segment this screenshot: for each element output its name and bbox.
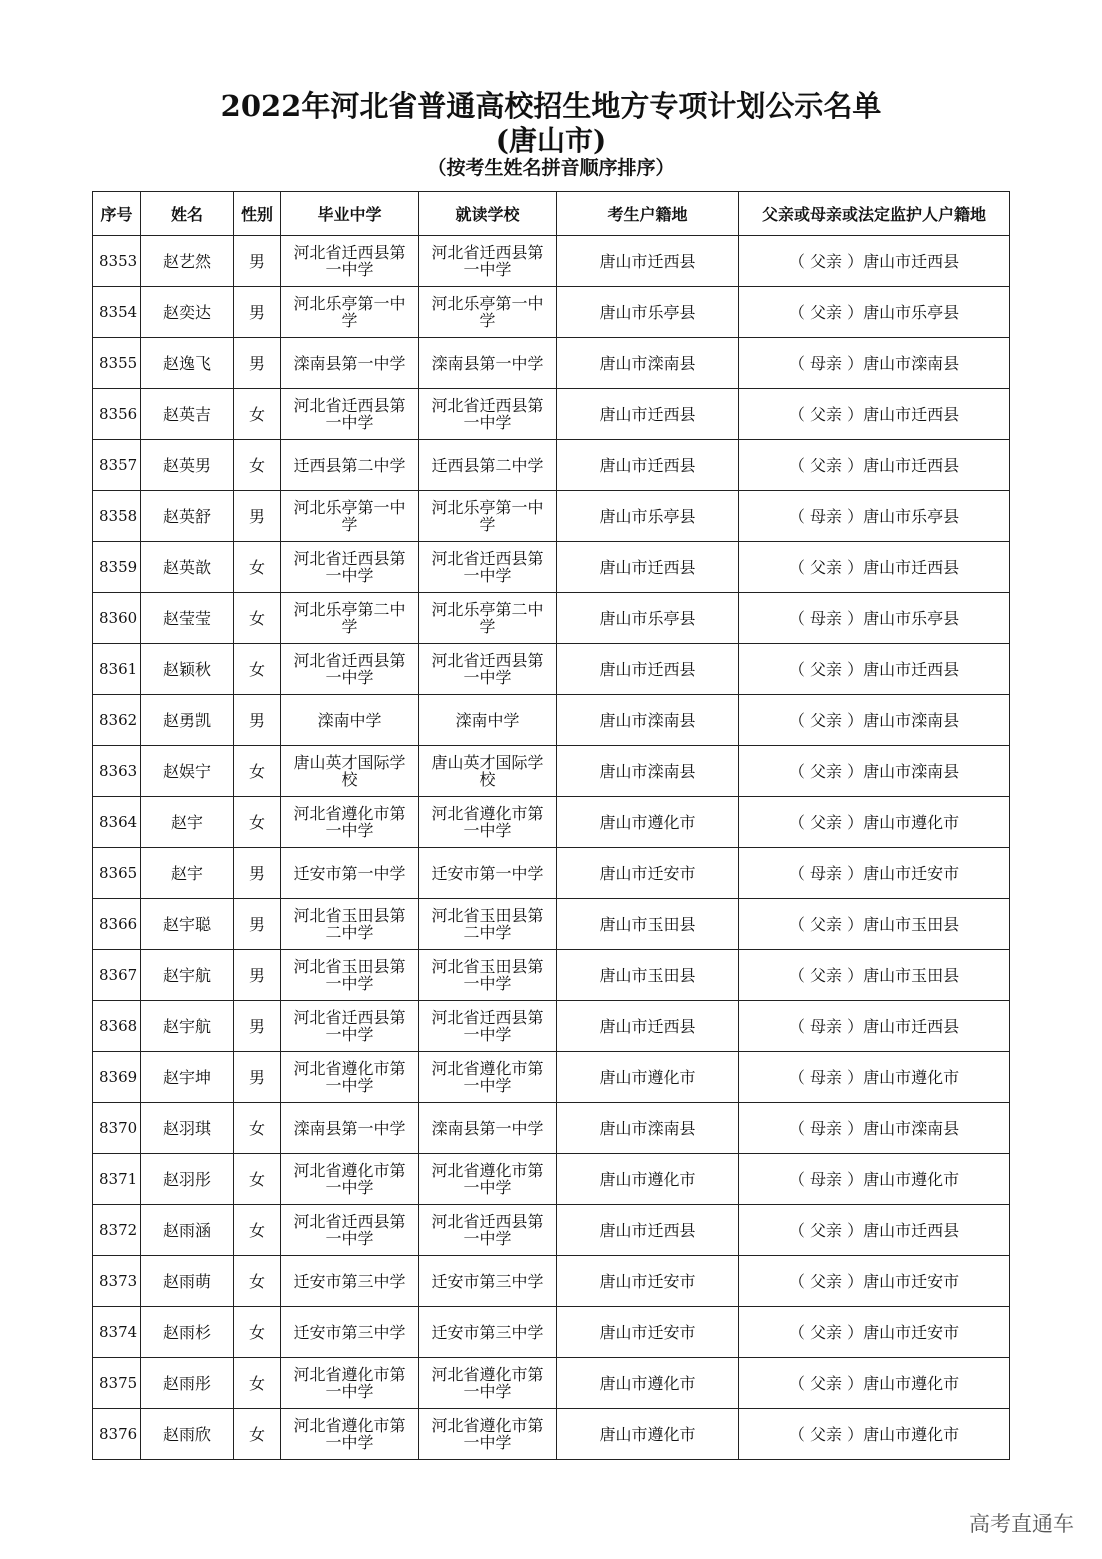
hukou-cell: 唐山市滦南县 bbox=[557, 746, 739, 797]
current-school-cell: 河北省迁西县第一中学 bbox=[419, 1001, 557, 1052]
table-row bbox=[93, 491, 1010, 542]
current-school-cell: 河北省迁西县第一中学 bbox=[419, 1205, 557, 1256]
gender-cell: 女 bbox=[234, 1205, 281, 1256]
name-cell: 赵勇凯 bbox=[141, 695, 234, 746]
hukou-cell: 唐山市迁安市 bbox=[557, 848, 739, 899]
table-row bbox=[93, 1205, 1010, 1256]
column-header-current-school: 就读学校 bbox=[419, 192, 557, 236]
guardian-hukou-cell: （ 父亲 ）唐山市迁西县 bbox=[739, 440, 1010, 491]
serial-cell: 8368 bbox=[93, 1001, 141, 1052]
hukou-cell: 唐山市迁西县 bbox=[557, 542, 739, 593]
serial-cell: 8371 bbox=[93, 1154, 141, 1205]
guardian-hukou-cell: （ 父亲 ）唐山市迁西县 bbox=[739, 389, 1010, 440]
gender-cell: 女 bbox=[234, 440, 281, 491]
gender-cell: 女 bbox=[234, 797, 281, 848]
name-cell: 赵雨杉 bbox=[141, 1307, 234, 1358]
name-cell: 赵雨彤 bbox=[141, 1358, 234, 1409]
serial-cell: 8354 bbox=[93, 287, 141, 338]
gender-cell: 男 bbox=[234, 491, 281, 542]
serial-cell: 8362 bbox=[93, 695, 141, 746]
graduated-school-cell: 河北省玉田县第一中学 bbox=[281, 950, 419, 1001]
current-school-cell: 河北乐亭第一中学 bbox=[419, 491, 557, 542]
document-subtitle: (唐山市) bbox=[495, 124, 607, 157]
hukou-cell: 唐山市乐亭县 bbox=[557, 287, 739, 338]
name-cell: 赵娱宁 bbox=[141, 746, 234, 797]
serial-cell: 8357 bbox=[93, 440, 141, 491]
gender-cell: 女 bbox=[234, 593, 281, 644]
graduated-school-cell: 河北省遵化市第一中学 bbox=[281, 797, 419, 848]
guardian-hukou-cell: （ 父亲 ）唐山市乐亭县 bbox=[739, 287, 1010, 338]
guardian-hukou-cell: （ 父亲 ）唐山市迁西县 bbox=[739, 236, 1010, 287]
column-header-serial: 序号 bbox=[93, 192, 141, 236]
watermark-text: 高考直通车 bbox=[969, 1512, 1074, 1536]
name-cell: 赵羽琪 bbox=[141, 1103, 234, 1154]
table-row bbox=[93, 797, 1010, 848]
current-school-cell: 河北乐亭第二中学 bbox=[419, 593, 557, 644]
guardian-hukou-cell: （ 父亲 ）唐山市迁西县 bbox=[739, 542, 1010, 593]
name-cell: 赵艺然 bbox=[141, 236, 234, 287]
gender-cell: 男 bbox=[234, 1001, 281, 1052]
hukou-cell: 唐山市滦南县 bbox=[557, 695, 739, 746]
serial-cell: 8370 bbox=[93, 1103, 141, 1154]
column-header-graduated-school: 毕业中学 bbox=[281, 192, 419, 236]
hukou-cell: 唐山市遵化市 bbox=[557, 1358, 739, 1409]
gender-cell: 男 bbox=[234, 338, 281, 389]
table-row bbox=[93, 338, 1010, 389]
guardian-hukou-cell: （ 母亲 ）唐山市滦南县 bbox=[739, 1103, 1010, 1154]
name-cell: 赵雨涵 bbox=[141, 1205, 234, 1256]
serial-cell: 8373 bbox=[93, 1256, 141, 1307]
table-header-row bbox=[93, 192, 1010, 236]
guardian-hukou-cell: （ 母亲 ）唐山市遵化市 bbox=[739, 1154, 1010, 1205]
hukou-cell: 唐山市遵化市 bbox=[557, 1052, 739, 1103]
name-cell: 赵宇 bbox=[141, 848, 234, 899]
current-school-cell: 迁安市第三中学 bbox=[419, 1307, 557, 1358]
serial-cell: 8365 bbox=[93, 848, 141, 899]
serial-cell: 8369 bbox=[93, 1052, 141, 1103]
hukou-cell: 唐山市滦南县 bbox=[557, 338, 739, 389]
guardian-hukou-cell: （ 父亲 ）唐山市玉田县 bbox=[739, 899, 1010, 950]
graduated-school-cell: 迁安市第三中学 bbox=[281, 1307, 419, 1358]
graduated-school-cell: 滦南中学 bbox=[281, 695, 419, 746]
table-row bbox=[93, 440, 1010, 491]
guardian-hukou-cell: （ 父亲 ）唐山市迁西县 bbox=[739, 1205, 1010, 1256]
graduated-school-cell: 唐山英才国际学校 bbox=[281, 746, 419, 797]
table-row bbox=[93, 1358, 1010, 1409]
current-school-cell: 河北省迁西县第一中学 bbox=[419, 236, 557, 287]
graduated-school-cell: 河北省迁西县第一中学 bbox=[281, 1205, 419, 1256]
graduated-school-cell: 河北乐亭第一中学 bbox=[281, 491, 419, 542]
table-row bbox=[93, 1001, 1010, 1052]
name-cell: 赵宇航 bbox=[141, 1001, 234, 1052]
table-row bbox=[93, 1052, 1010, 1103]
current-school-cell: 迁西县第二中学 bbox=[419, 440, 557, 491]
hukou-cell: 唐山市迁西县 bbox=[557, 1205, 739, 1256]
current-school-cell: 河北省遵化市第一中学 bbox=[419, 797, 557, 848]
name-cell: 赵莹莹 bbox=[141, 593, 234, 644]
graduated-school-cell: 河北省遵化市第一中学 bbox=[281, 1358, 419, 1409]
table-row bbox=[93, 1409, 1010, 1460]
guardian-hukou-cell: （ 母亲 ）唐山市乐亭县 bbox=[739, 491, 1010, 542]
current-school-cell: 迁安市第一中学 bbox=[419, 848, 557, 899]
serial-cell: 8353 bbox=[93, 236, 141, 287]
graduated-school-cell: 迁西县第二中学 bbox=[281, 440, 419, 491]
name-cell: 赵颖秋 bbox=[141, 644, 234, 695]
graduated-school-cell: 滦南县第一中学 bbox=[281, 338, 419, 389]
graduated-school-cell: 河北省迁西县第一中学 bbox=[281, 236, 419, 287]
gender-cell: 男 bbox=[234, 848, 281, 899]
hukou-cell: 唐山市迁西县 bbox=[557, 644, 739, 695]
admission-list-table bbox=[92, 191, 1010, 1460]
current-school-cell: 河北省迁西县第一中学 bbox=[419, 542, 557, 593]
table-row bbox=[93, 1256, 1010, 1307]
hukou-cell: 唐山市迁西县 bbox=[557, 1001, 739, 1052]
serial-cell: 8355 bbox=[93, 338, 141, 389]
hukou-cell: 唐山市滦南县 bbox=[557, 1103, 739, 1154]
graduated-school-cell: 迁安市第一中学 bbox=[281, 848, 419, 899]
serial-cell: 8361 bbox=[93, 644, 141, 695]
current-school-cell: 唐山英才国际学校 bbox=[419, 746, 557, 797]
table-row bbox=[93, 287, 1010, 338]
hukou-cell: 唐山市迁西县 bbox=[557, 236, 739, 287]
table-row bbox=[93, 1103, 1010, 1154]
graduated-school-cell: 迁安市第三中学 bbox=[281, 1256, 419, 1307]
name-cell: 赵羽彤 bbox=[141, 1154, 234, 1205]
current-school-cell: 迁安市第三中学 bbox=[419, 1256, 557, 1307]
hukou-cell: 唐山市迁安市 bbox=[557, 1256, 739, 1307]
table-row bbox=[93, 950, 1010, 1001]
gender-cell: 女 bbox=[234, 644, 281, 695]
table-row bbox=[93, 1154, 1010, 1205]
serial-cell: 8358 bbox=[93, 491, 141, 542]
guardian-hukou-cell: （ 父亲 ）唐山市迁安市 bbox=[739, 1256, 1010, 1307]
current-school-cell: 河北省迁西县第一中学 bbox=[419, 644, 557, 695]
name-cell: 赵宇坤 bbox=[141, 1052, 234, 1103]
gender-cell: 男 bbox=[234, 287, 281, 338]
current-school-cell: 河北省遵化市第一中学 bbox=[419, 1052, 557, 1103]
guardian-hukou-cell: （ 母亲 ）唐山市滦南县 bbox=[739, 338, 1010, 389]
guardian-hukou-cell: （ 父亲 ）唐山市迁西县 bbox=[739, 644, 1010, 695]
current-school-cell: 滦南中学 bbox=[419, 695, 557, 746]
serial-cell: 8375 bbox=[93, 1358, 141, 1409]
graduated-school-cell: 河北乐亭第二中学 bbox=[281, 593, 419, 644]
hukou-cell: 唐山市遵化市 bbox=[557, 1409, 739, 1460]
guardian-hukou-cell: （ 父亲 ）唐山市遵化市 bbox=[739, 797, 1010, 848]
gender-cell: 男 bbox=[234, 950, 281, 1001]
name-cell: 赵宇聪 bbox=[141, 899, 234, 950]
guardian-hukou-cell: （ 母亲 ）唐山市迁西县 bbox=[739, 1001, 1010, 1052]
gender-cell: 女 bbox=[234, 389, 281, 440]
serial-cell: 8372 bbox=[93, 1205, 141, 1256]
table-row bbox=[93, 644, 1010, 695]
guardian-hukou-cell: （ 母亲 ）唐山市迁安市 bbox=[739, 848, 1010, 899]
hukou-cell: 唐山市遵化市 bbox=[557, 1154, 739, 1205]
name-cell: 赵奕达 bbox=[141, 287, 234, 338]
serial-cell: 8376 bbox=[93, 1409, 141, 1460]
guardian-hukou-cell: （ 母亲 ）唐山市遵化市 bbox=[739, 1052, 1010, 1103]
guardian-hukou-cell: （ 父亲 ）唐山市玉田县 bbox=[739, 950, 1010, 1001]
sort-note: （按考生姓名拼音顺序排序） bbox=[427, 157, 675, 179]
gender-cell: 男 bbox=[234, 899, 281, 950]
current-school-cell: 河北乐亭第一中学 bbox=[419, 287, 557, 338]
table-row bbox=[93, 746, 1010, 797]
serial-cell: 8364 bbox=[93, 797, 141, 848]
hukou-cell: 唐山市玉田县 bbox=[557, 899, 739, 950]
guardian-hukou-cell: （ 父亲 ）唐山市迁安市 bbox=[739, 1307, 1010, 1358]
graduated-school-cell: 河北省迁西县第一中学 bbox=[281, 644, 419, 695]
gender-cell: 女 bbox=[234, 1307, 281, 1358]
hukou-cell: 唐山市乐亭县 bbox=[557, 593, 739, 644]
current-school-cell: 河北省玉田县第一中学 bbox=[419, 950, 557, 1001]
serial-cell: 8360 bbox=[93, 593, 141, 644]
serial-cell: 8367 bbox=[93, 950, 141, 1001]
name-cell: 赵英舒 bbox=[141, 491, 234, 542]
name-cell: 赵逸飞 bbox=[141, 338, 234, 389]
guardian-hukou-cell: （ 父亲 ）唐山市遵化市 bbox=[739, 1409, 1010, 1460]
name-cell: 赵英歆 bbox=[141, 542, 234, 593]
name-cell: 赵雨欣 bbox=[141, 1409, 234, 1460]
graduated-school-cell: 河北省迁西县第一中学 bbox=[281, 1001, 419, 1052]
graduated-school-cell: 河北省玉田县第二中学 bbox=[281, 899, 419, 950]
serial-cell: 8374 bbox=[93, 1307, 141, 1358]
gender-cell: 男 bbox=[234, 236, 281, 287]
name-cell: 赵宇航 bbox=[141, 950, 234, 1001]
graduated-school-cell: 河北省迁西县第一中学 bbox=[281, 542, 419, 593]
graduated-school-cell: 河北乐亭第一中学 bbox=[281, 287, 419, 338]
gender-cell: 女 bbox=[234, 1103, 281, 1154]
table-body bbox=[93, 236, 1010, 1460]
guardian-hukou-cell: （ 父亲 ）唐山市滦南县 bbox=[739, 695, 1010, 746]
graduated-school-cell: 河北省遵化市第一中学 bbox=[281, 1154, 419, 1205]
gender-cell: 男 bbox=[234, 1052, 281, 1103]
hukou-cell: 唐山市遵化市 bbox=[557, 797, 739, 848]
hukou-cell: 唐山市玉田县 bbox=[557, 950, 739, 1001]
current-school-cell: 河北省迁西县第一中学 bbox=[419, 389, 557, 440]
guardian-hukou-cell: （ 父亲 ）唐山市遵化市 bbox=[739, 1358, 1010, 1409]
current-school-cell: 滦南县第一中学 bbox=[419, 338, 557, 389]
hukou-cell: 唐山市迁安市 bbox=[557, 1307, 739, 1358]
current-school-cell: 河北省遵化市第一中学 bbox=[419, 1154, 557, 1205]
serial-cell: 8363 bbox=[93, 746, 141, 797]
gender-cell: 女 bbox=[234, 542, 281, 593]
name-cell: 赵英男 bbox=[141, 440, 234, 491]
guardian-hukou-cell: （ 父亲 ）唐山市滦南县 bbox=[739, 746, 1010, 797]
current-school-cell: 河北省遵化市第一中学 bbox=[419, 1409, 557, 1460]
serial-cell: 8366 bbox=[93, 899, 141, 950]
gender-cell: 女 bbox=[234, 746, 281, 797]
hukou-cell: 唐山市迁西县 bbox=[557, 389, 739, 440]
graduated-school-cell: 滦南县第一中学 bbox=[281, 1103, 419, 1154]
column-header-gender: 性别 bbox=[234, 192, 281, 236]
name-cell: 赵宇 bbox=[141, 797, 234, 848]
table-row bbox=[93, 542, 1010, 593]
column-header-name: 姓名 bbox=[141, 192, 234, 236]
gender-cell: 女 bbox=[234, 1256, 281, 1307]
table-row bbox=[93, 389, 1010, 440]
column-header-guardian-hukou: 父亲或母亲或法定监护人户籍地 bbox=[739, 192, 1010, 236]
hukou-cell: 唐山市乐亭县 bbox=[557, 491, 739, 542]
table-row bbox=[93, 899, 1010, 950]
document-title: 2022年河北省普通高校招生地方专项计划公示名单 bbox=[220, 89, 882, 123]
table-row bbox=[93, 593, 1010, 644]
gender-cell: 女 bbox=[234, 1154, 281, 1205]
current-school-cell: 河北省玉田县第二中学 bbox=[419, 899, 557, 950]
table-row bbox=[93, 848, 1010, 899]
graduated-school-cell: 河北省迁西县第一中学 bbox=[281, 389, 419, 440]
name-cell: 赵雨萌 bbox=[141, 1256, 234, 1307]
current-school-cell: 河北省遵化市第一中学 bbox=[419, 1358, 557, 1409]
gender-cell: 男 bbox=[234, 695, 281, 746]
table-row bbox=[93, 236, 1010, 287]
column-header-hukou: 考生户籍地 bbox=[557, 192, 739, 236]
graduated-school-cell: 河北省遵化市第一中学 bbox=[281, 1409, 419, 1460]
gender-cell: 女 bbox=[234, 1409, 281, 1460]
table-row bbox=[93, 1307, 1010, 1358]
current-school-cell: 滦南县第一中学 bbox=[419, 1103, 557, 1154]
table-row bbox=[93, 695, 1010, 746]
serial-cell: 8356 bbox=[93, 389, 141, 440]
name-cell: 赵英吉 bbox=[141, 389, 234, 440]
serial-cell: 8359 bbox=[93, 542, 141, 593]
gender-cell: 女 bbox=[234, 1358, 281, 1409]
guardian-hukou-cell: （ 母亲 ）唐山市乐亭县 bbox=[739, 593, 1010, 644]
graduated-school-cell: 河北省遵化市第一中学 bbox=[281, 1052, 419, 1103]
hukou-cell: 唐山市迁西县 bbox=[557, 440, 739, 491]
